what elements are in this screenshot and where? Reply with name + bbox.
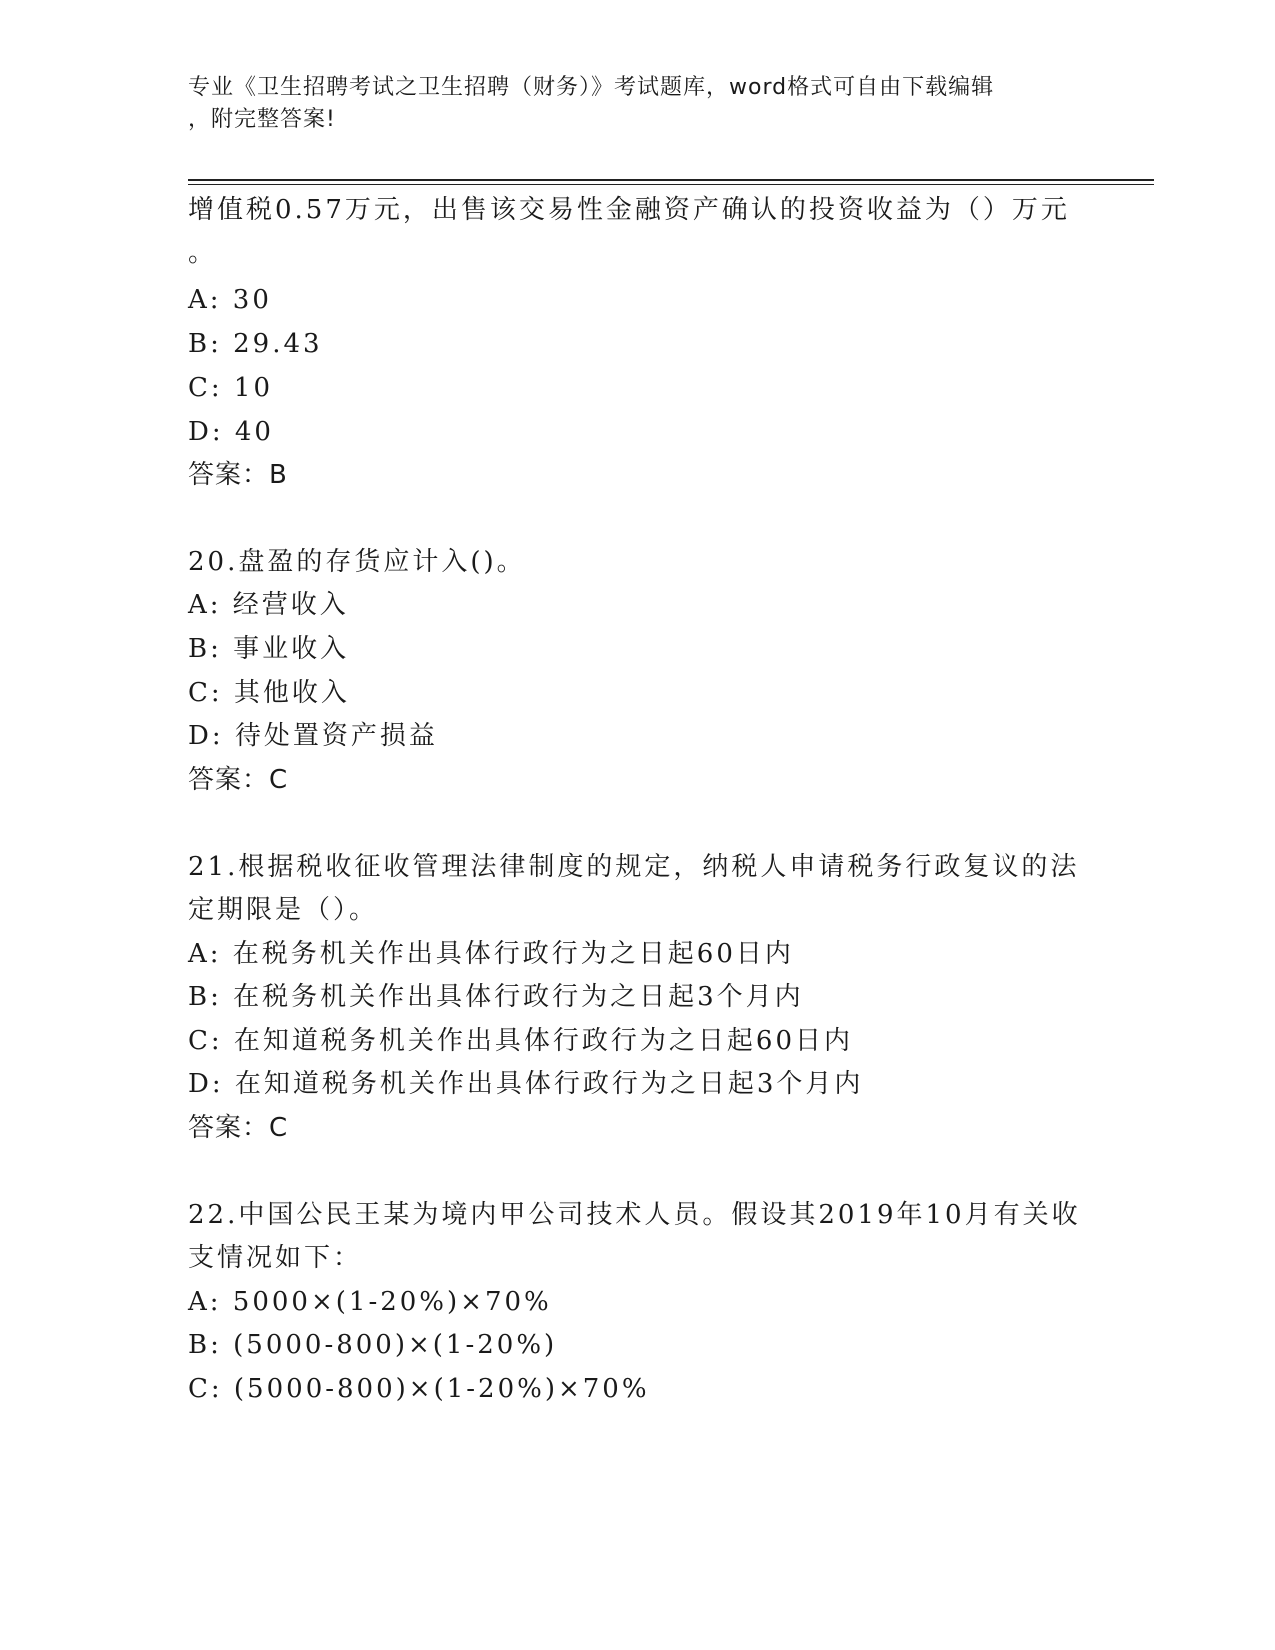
q21-stem-line-2: 定期限是（）。	[188, 895, 379, 925]
q19-option-c: C: 10	[188, 373, 274, 403]
q20-option-b: B: 事业收入	[188, 634, 350, 664]
header-divider-thin	[188, 184, 1154, 185]
q22-stem-line-2: 支情况如下：	[188, 1243, 363, 1273]
document-header	[188, 72, 1068, 136]
q21-answer: 答案：C	[188, 1113, 289, 1143]
q21-option-d: D: 在知道税务机关作出具体行政行为之日起3个月内	[188, 1069, 864, 1099]
q19-answer: 答案：B	[188, 460, 288, 490]
q22-stem-line-1: 22.中国公民王某为境内甲公司技术人员。假设其2019年10月有关收	[188, 1200, 1081, 1230]
q22-option-a: A: 5000×(1-20%)×70%	[188, 1287, 552, 1317]
header-divider-thick	[188, 179, 1154, 181]
q20-option-a: A: 经营收入	[188, 590, 349, 620]
header-line-1: 专业《卫生招聘考试之卫生招聘（财务）》考试题库，word格式可自由下载编辑	[188, 75, 995, 100]
q20-option-d: D: 待处置资产损益	[188, 721, 438, 751]
q20-stem-line-1: 20.盘盈的存货应计入()。	[188, 547, 526, 577]
q22-option-b: B: (5000-800)×(1-20%)	[188, 1330, 558, 1360]
header-line-2: ，附完整答案!	[188, 107, 336, 132]
q21-stem-line-1: 21.根据税收征收管理法律制度的规定，纳税人申请税务行政复议的法	[188, 852, 1080, 882]
q19-stem-line-1: 增值税0.57万元，出售该交易性金融资产确认的投资收益为（）万元	[188, 195, 1070, 225]
q22-option-c: C: (5000-800)×(1-20%)×70%	[188, 1374, 650, 1404]
q20-answer: 答案：C	[188, 765, 289, 795]
q19-option-b: B: 29.43	[188, 329, 323, 359]
q21-option-c: C: 在知道税务机关作出具体行政行为之日起60日内	[188, 1026, 854, 1056]
q19-option-d: D: 40	[188, 417, 274, 447]
q19-stem-line-2: 。	[188, 238, 218, 268]
q21-option-a: A: 在税务机关作出具体行政行为之日起60日内	[188, 939, 794, 969]
q21-option-b: B: 在税务机关作出具体行政行为之日起3个月内	[188, 982, 804, 1012]
q20-option-c: C: 其他收入	[188, 678, 350, 708]
q19-option-a: A: 30	[188, 285, 272, 315]
